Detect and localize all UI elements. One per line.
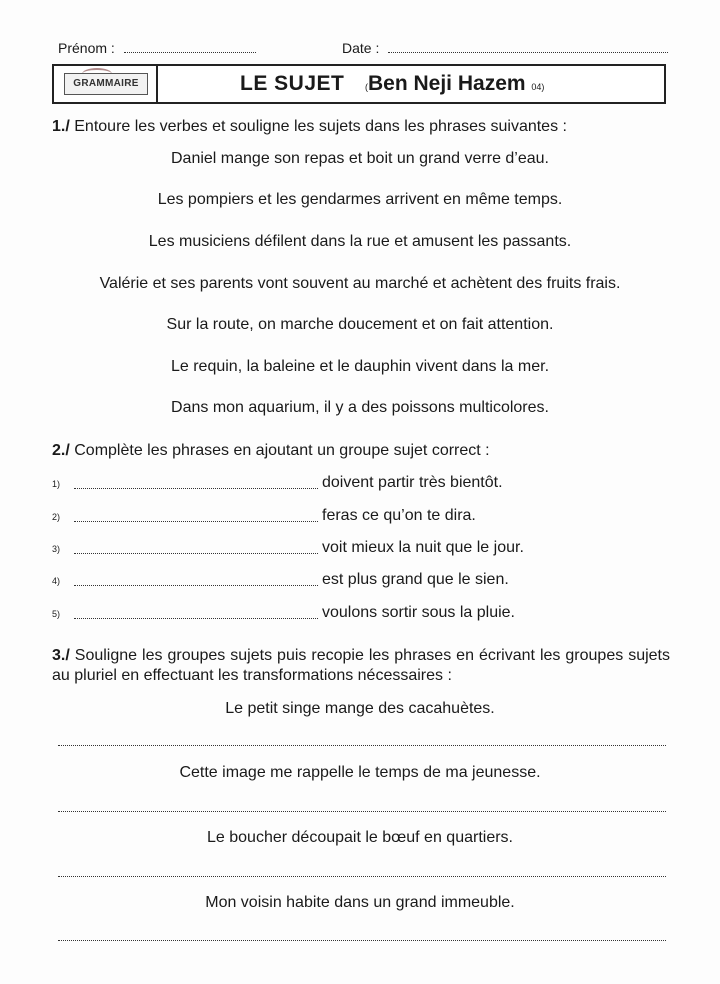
item-number: 4) — [52, 576, 61, 586]
item-number: 3) — [52, 544, 61, 554]
name-date-line — [58, 40, 668, 60]
exercise1-sentence: Les musiciens défilent dans la rue et amusent les passants. — [148, 233, 572, 250]
item-number: 1) — [52, 479, 61, 489]
date-label: Date : — [342, 40, 380, 56]
fill-blank-item — [52, 604, 652, 626]
title-box — [52, 64, 666, 104]
grammaire-badge: GRAMMAIRE — [64, 73, 148, 95]
item-text: voit mieux la nuit que le jour. — [322, 539, 524, 556]
blank-line[interactable] — [74, 585, 318, 586]
item-text: voulons sortir sous la pluie. — [322, 604, 515, 621]
exercise3-sentence: Cette image me rappelle le temps de ma jeunesse. — [179, 764, 541, 781]
exercise1-sentence: Les pompiers et les gendarmes arrivent en même temps. — [157, 191, 563, 208]
fill-blank-item — [52, 571, 652, 593]
item-text: est plus grand que le sien. — [322, 571, 509, 588]
date-field[interactable] — [388, 52, 668, 53]
answer-line[interactable] — [58, 940, 666, 941]
blank-line[interactable] — [74, 553, 318, 554]
prenom-field[interactable] — [124, 52, 256, 53]
exercise1-sentence: Valérie et ses parents vont souvent au marché et achètent des fruits frais. — [99, 275, 621, 292]
blank-line[interactable] — [74, 488, 318, 489]
exercise1-sentence: Sur la route, on marche doucement et on fait attention. — [166, 316, 554, 333]
fill-blank-item — [52, 474, 652, 496]
item-number: 5) — [52, 609, 61, 619]
exercise1-sentence: Dans mon aquarium, il y a des poissons multicolores. — [171, 399, 549, 416]
blank-line[interactable] — [74, 618, 318, 619]
answer-line[interactable] — [58, 811, 666, 812]
item-number: 2) — [52, 512, 61, 522]
answer-line[interactable] — [58, 745, 666, 746]
exercise3-instruction: 3./ Souligne les groupes sujets puis recopie les phrases en écrivant les groupes sujets au pluriel en effectuant les transformations nécessaires : — [52, 647, 670, 684]
fill-blank-item — [52, 539, 652, 561]
exercise2-instruction: 2./ Complète les phrases en ajoutant un groupe sujet correct : — [52, 442, 490, 459]
item-text: doivent partir très bientôt. — [322, 474, 503, 491]
item-text: feras ce qu’on te dira. — [322, 507, 476, 524]
exercise1-sentence: Daniel mange son repas et boit un grand verre d’eau. — [170, 150, 549, 167]
exercise3-sentence: Le petit singe mange des cacahuètes. — [225, 700, 495, 717]
fill-blank-item — [52, 507, 652, 529]
prenom-label: Prénom : — [58, 40, 115, 56]
exercise3-sentence: Mon voisin habite dans un grand immeuble. — [205, 894, 515, 911]
exercise3-sentence: Le boucher découpait le bœuf en quartiers. — [207, 829, 513, 846]
blank-line[interactable] — [74, 521, 318, 522]
exercise1-sentence: Le requin, la baleine et le dauphin vivent dans la mer. — [170, 358, 550, 375]
badge-cell — [54, 66, 158, 102]
answer-line[interactable] — [58, 876, 666, 877]
page-title: LE SUJET — [240, 72, 345, 95]
author-name: (Ben Neji Hazem 04) — [365, 72, 545, 95]
exercise1-instruction: 1./ Entoure les verbes et souligne les sujets dans les phrases suivantes : — [52, 118, 567, 135]
